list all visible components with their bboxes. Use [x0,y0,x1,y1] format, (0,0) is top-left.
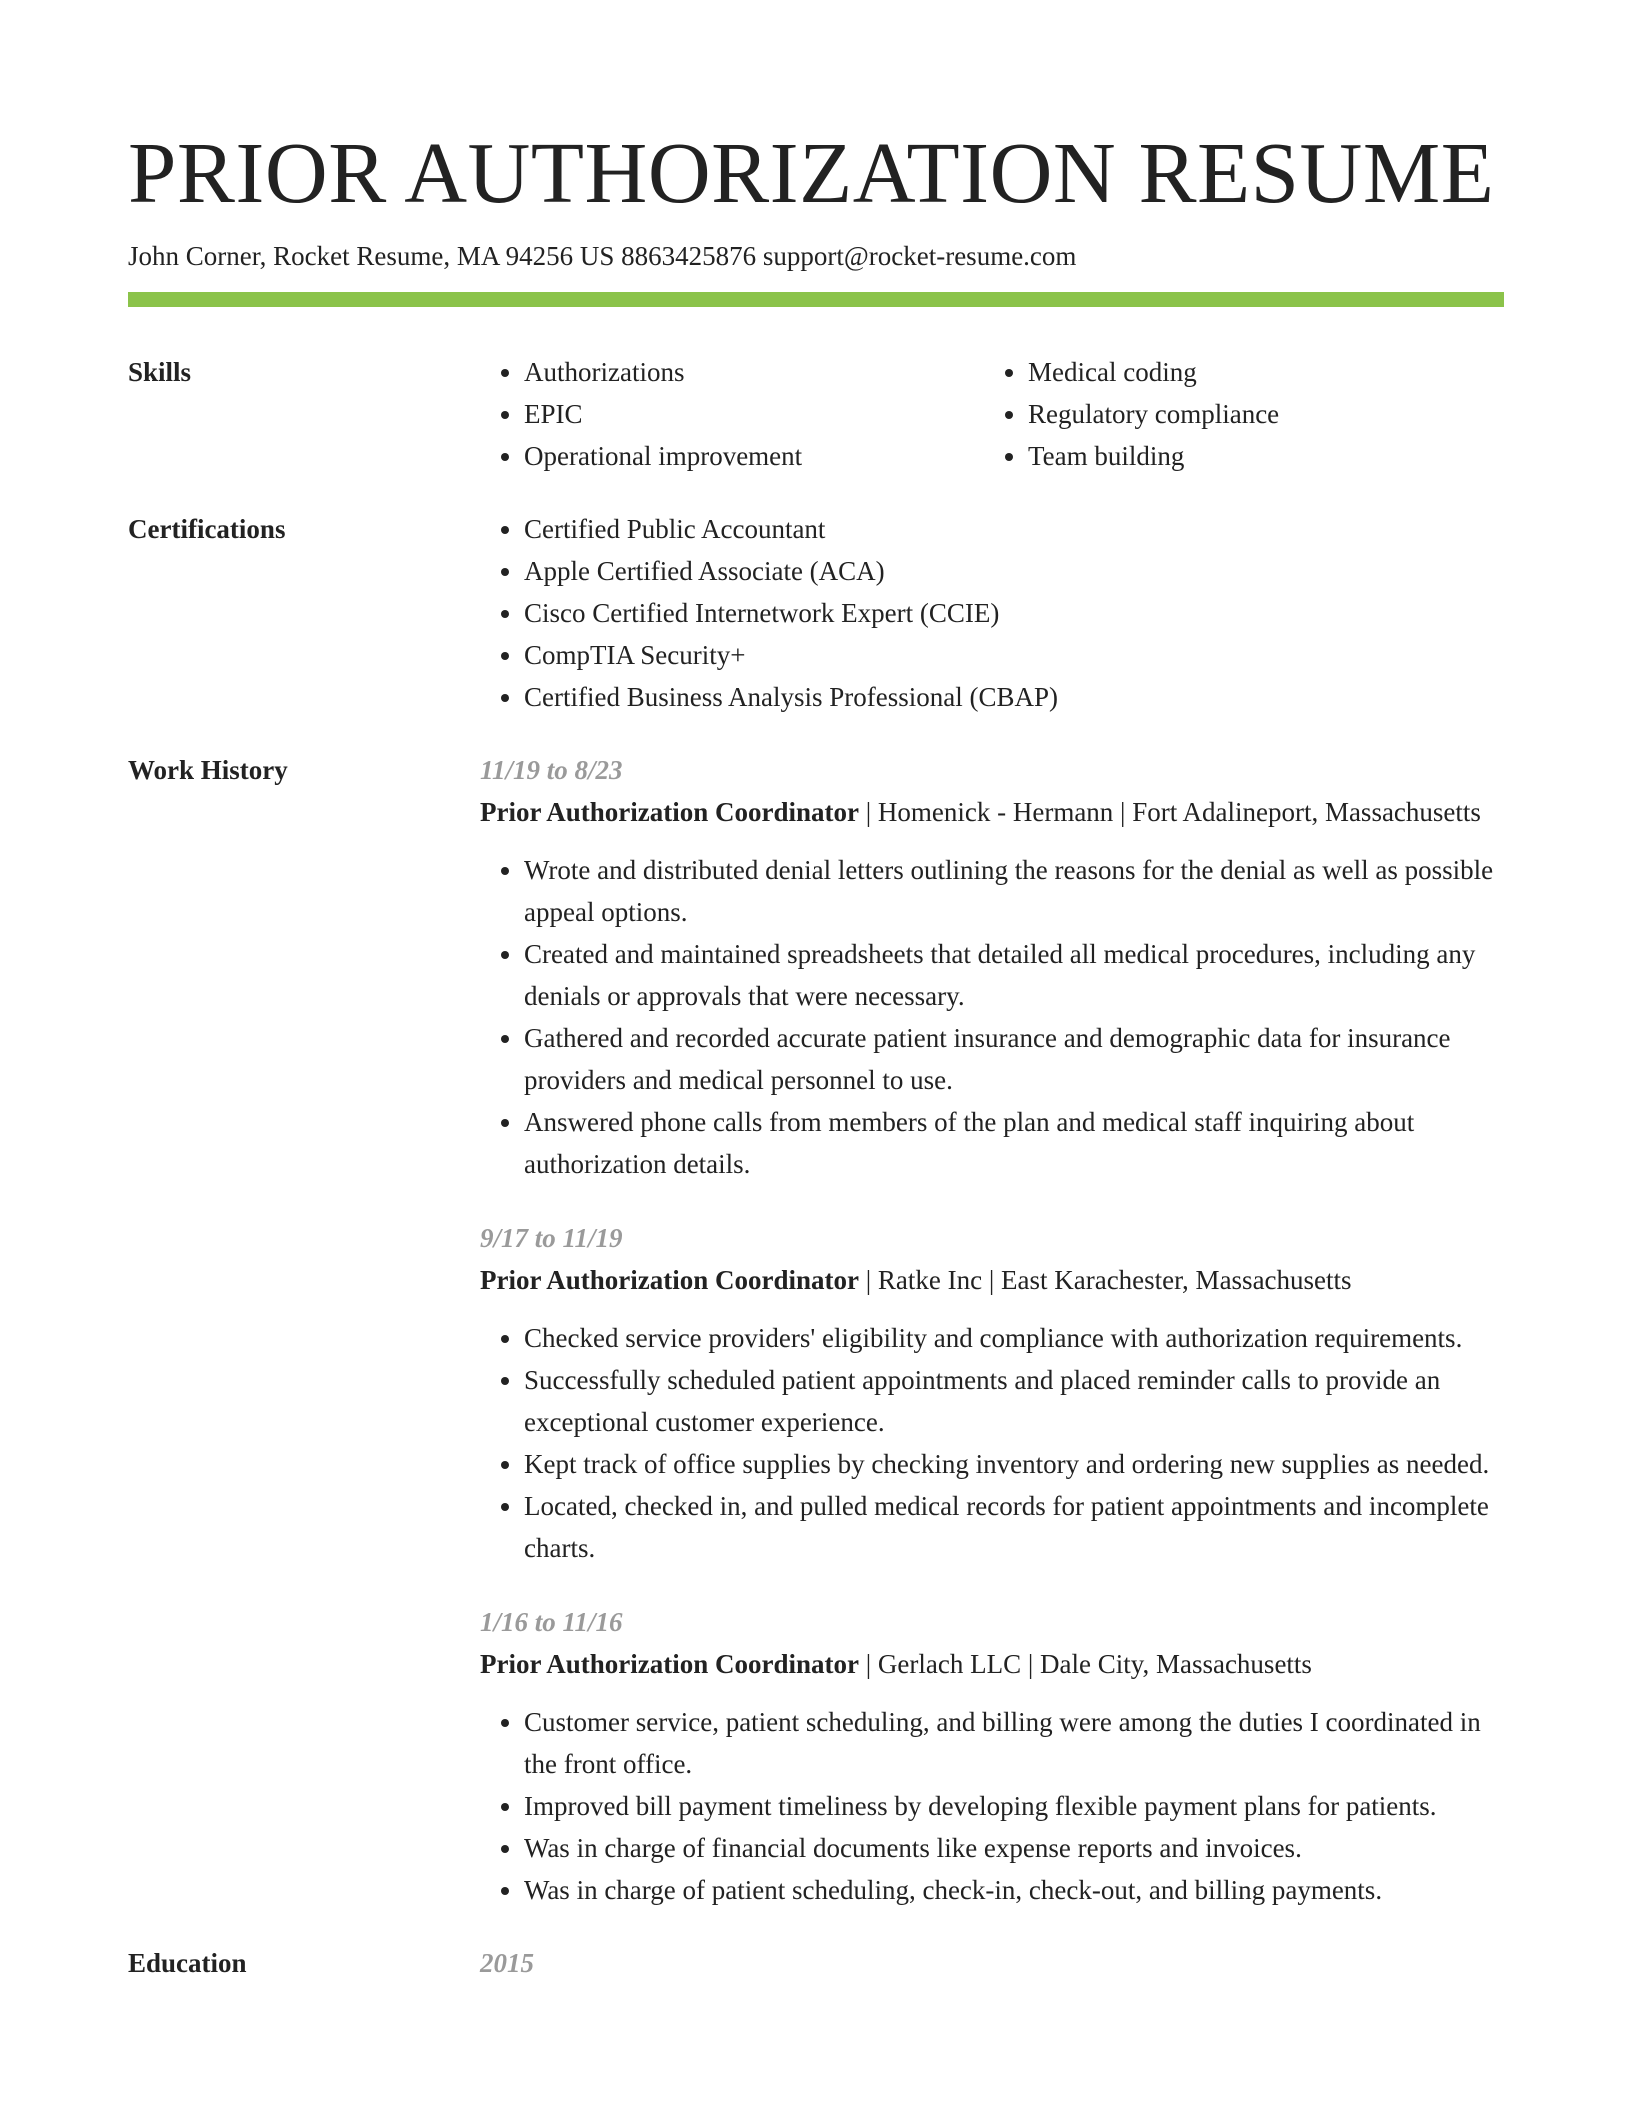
skill-item: • Regulatory compliance [1028,393,1488,435]
job-dates: 1/16 to 11/16 [480,1607,623,1637]
education-body [480,1942,1504,1984]
certification-item: • Apple Certified Associate (ACA) [524,550,1504,592]
resume-page [128,0,1504,1984]
certifications-body [480,508,1504,718]
job-dates: 11/19 to 8/23 [480,755,623,785]
job-details: | Ratke Inc | East Karachester, Massachusetts [858,1265,1352,1295]
job-bullet: • Successfully scheduled patient appointments and placed reminder calls to provide an exceptional customer experience. [524,1359,1504,1443]
skills-body [480,351,1504,477]
skill-item: • EPIC [524,393,984,435]
job-bullets [480,1701,1504,1911]
job-bullet: • Wrote and distributed denial letters outlining the reasons for the denial as well as possible appeal options. [524,849,1504,933]
job-bullet: • Customer service, patient scheduling, and billing were among the duties I coordinated in the front office. [524,1701,1504,1785]
skill-item: • Team building [1028,435,1488,477]
job-bullet: • Improved bill payment timeliness by developing flexible payment plans for patients. [524,1785,1504,1827]
certification-item: • Certified Business Analysis Professional (CBAP) [524,676,1504,718]
job-dates: 9/17 to 11/19 [480,1223,623,1253]
certifications-label: Certifications [128,514,286,544]
job-entry [480,1217,1504,1569]
job-bullet: • Checked service providers' eligibility and compliance with authorization requirements. [524,1317,1504,1359]
skills-column-left [480,351,984,477]
skills-list-left [480,351,984,477]
job-bullets [480,1317,1504,1569]
job-bullet: • Created and maintained spreadsheets that detailed all medical procedures, including any denials or approvals that were necessary. [524,933,1504,1017]
skill-item: • Operational improvement [524,435,984,477]
job-heading [480,1259,1504,1301]
job-details: | Gerlach LLC | Dale City, Massachusetts [858,1649,1312,1679]
work-history-label: Work History [128,755,288,785]
header-divider [128,292,1504,307]
skills-column-right [984,351,1488,477]
certification-item: • Cisco Certified Internetwork Expert (CCIE) [524,592,1504,634]
job-bullet: • Was in charge of financial documents like expense reports and invoices. [524,1827,1504,1869]
job-bullet: • Answered phone calls from members of the plan and medical staff inquiring about authorization details. [524,1101,1504,1185]
work-history-body [480,749,1504,1911]
job-details: | Homenick - Hermann | Fort Adalineport, Massachusetts [858,797,1481,827]
skill-item: • Authorizations [524,351,984,393]
work-history-section [128,749,1504,1911]
job-heading [480,1643,1504,1685]
job-bullet: • Gathered and recorded accurate patient insurance and demographic data for insurance providers and medical personnel to use. [524,1017,1504,1101]
certification-item: • CompTIA Security+ [524,634,1504,676]
skills-label: Skills [128,357,192,387]
job-title: Prior Authorization Coordinator [480,797,859,827]
certification-item: • Certified Public Accountant [524,508,1504,550]
job-entry [480,749,1504,1185]
job-entry [480,1601,1504,1911]
education-section [128,1942,1504,1984]
job-title: Prior Authorization Coordinator [480,1265,859,1295]
education-year: 2015 [480,1948,534,1978]
certifications-list [480,508,1504,718]
certifications-section [128,508,1504,718]
job-bullet: • Kept track of office supplies by checking inventory and ordering new supplies as needed. [524,1443,1504,1485]
skill-item: • Medical coding [1028,351,1488,393]
job-bullets [480,849,1504,1185]
contact-line: John Corner, Rocket Resume, MA 94256 US 8863425876 support@rocket-resume.com [128,241,1077,271]
skills-list-right [984,351,1488,477]
skills-section [128,351,1504,477]
job-heading [480,791,1504,833]
education-label: Education [128,1948,247,1978]
resume-title: PRIOR AUTHORIZATION RESUME [128,124,1495,221]
job-bullet: • Located, checked in, and pulled medical records for patient appointments and incomplete charts. [524,1485,1504,1569]
job-title: Prior Authorization Coordinator [480,1649,859,1679]
job-bullet: • Was in charge of patient scheduling, check-in, check-out, and billing payments. [524,1869,1504,1911]
